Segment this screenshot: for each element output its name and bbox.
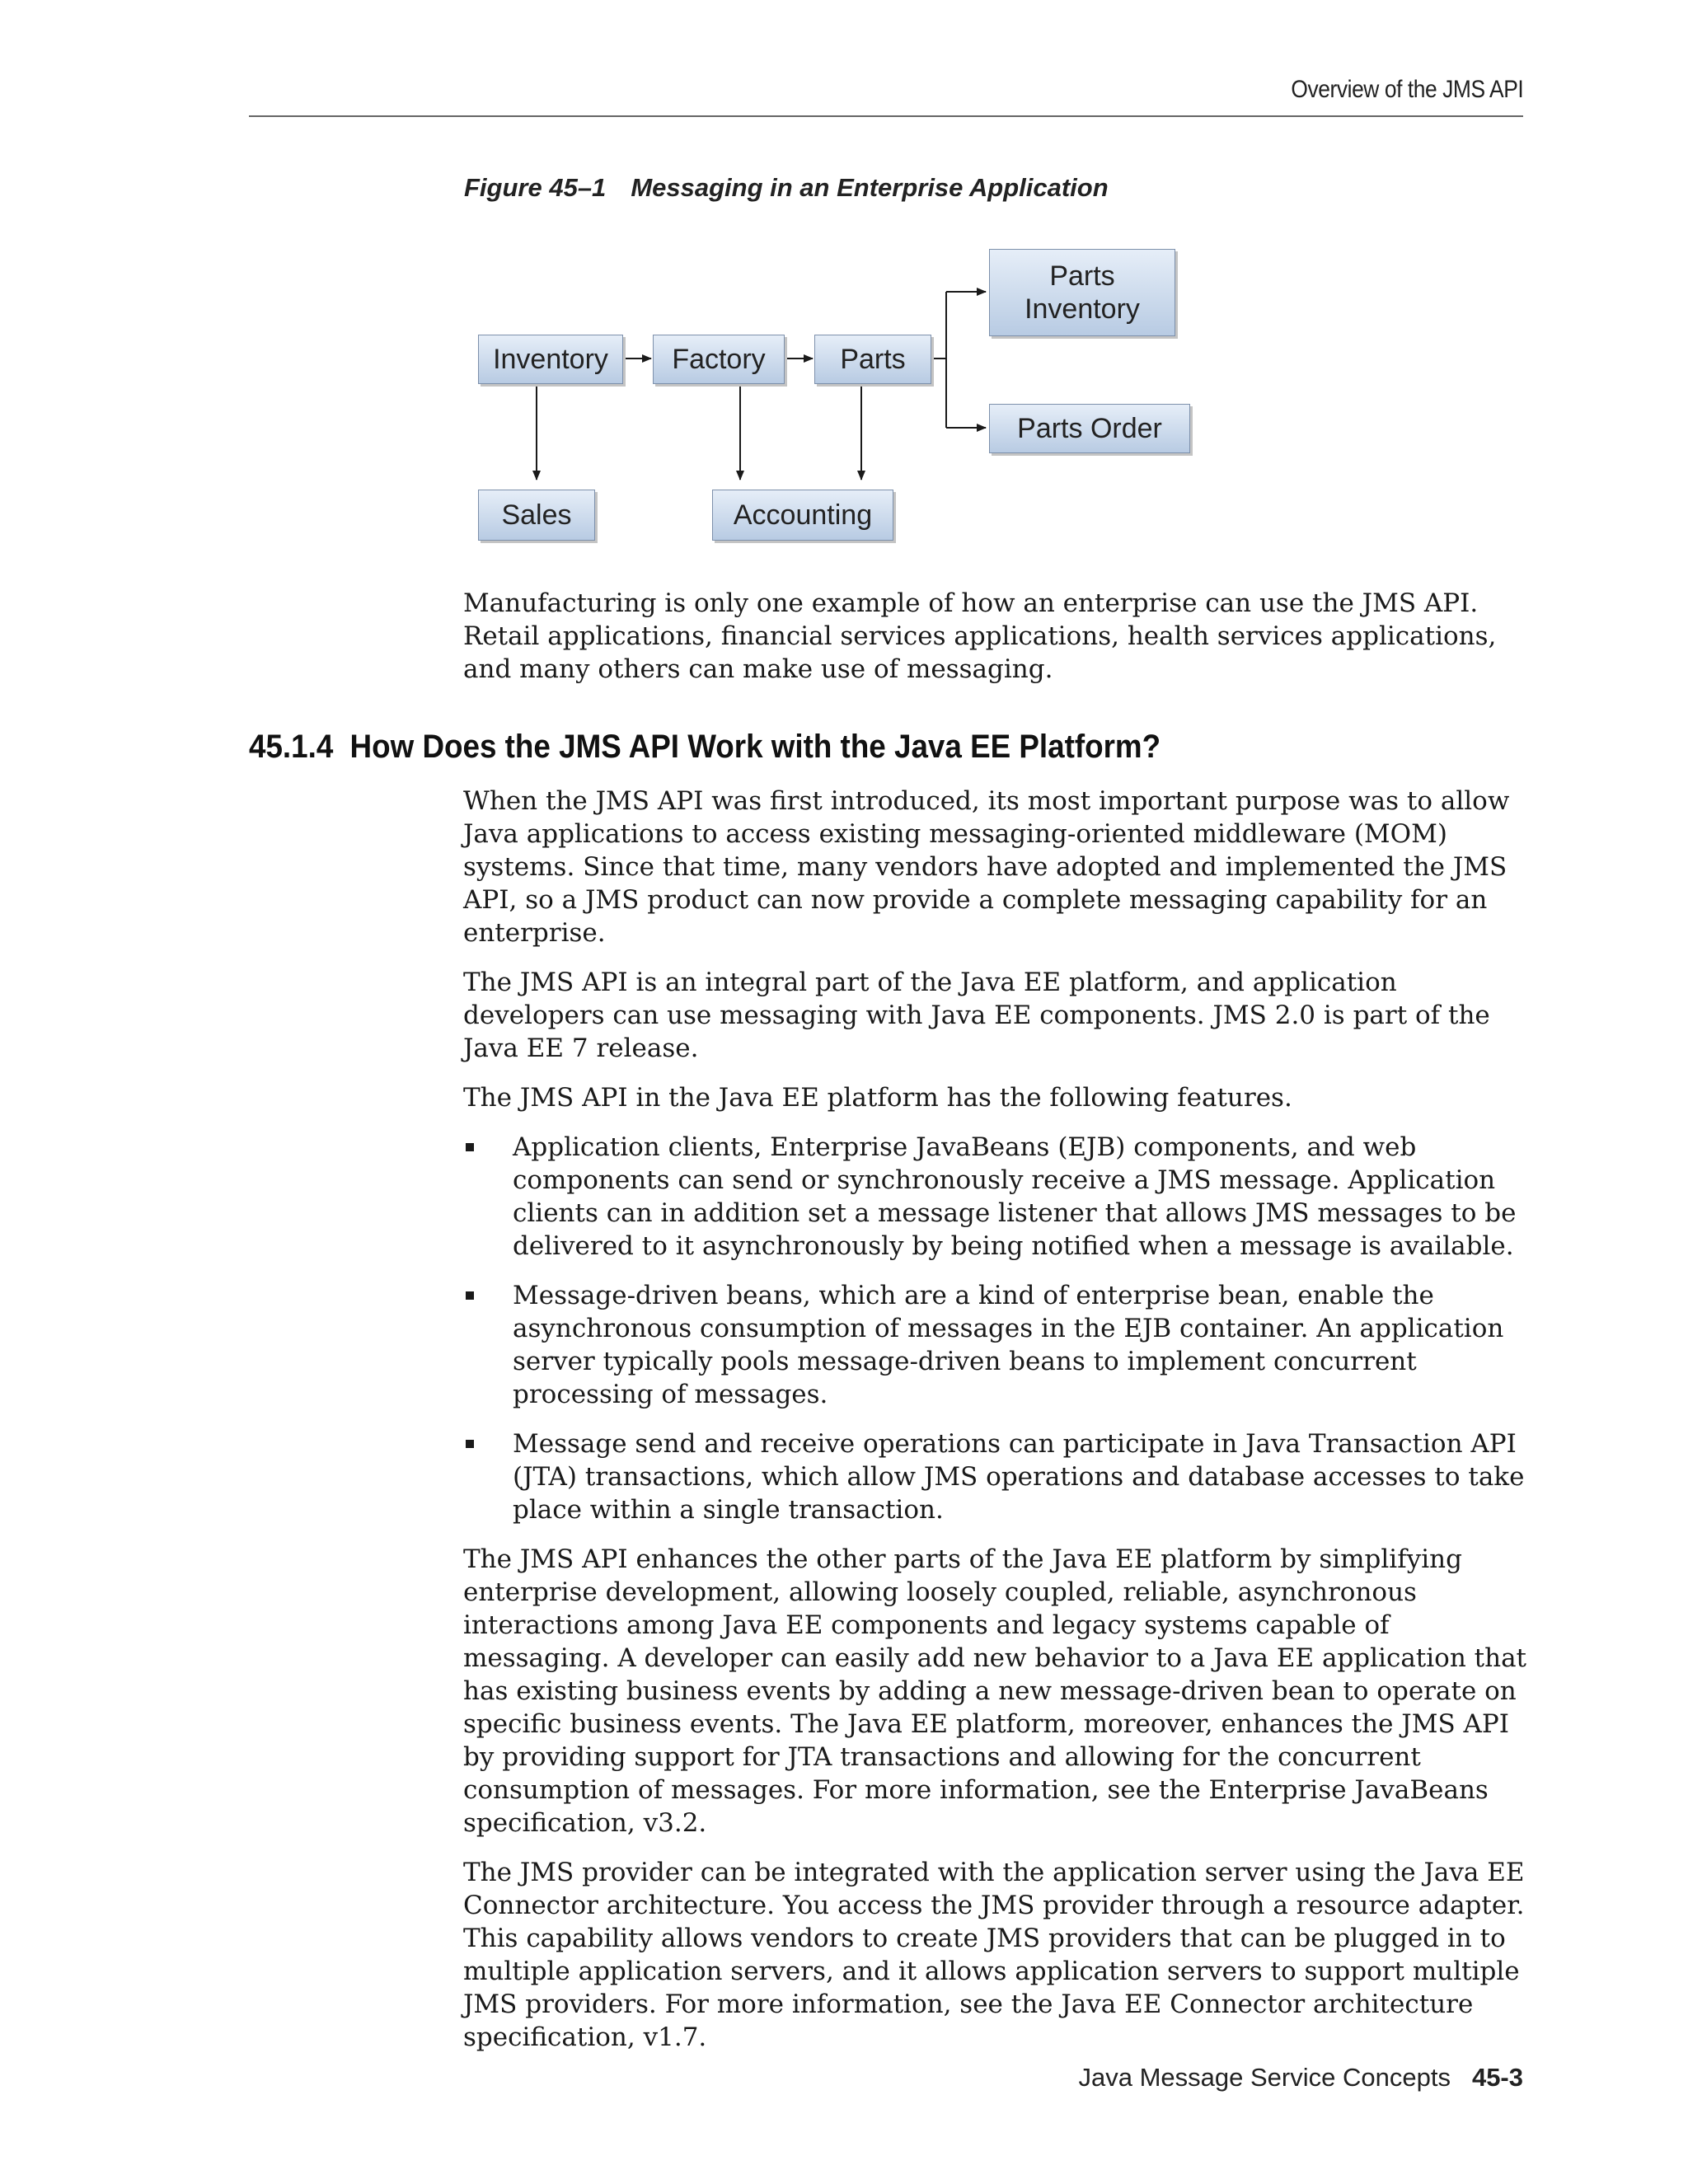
sales-box [478, 490, 595, 541]
page-number: 45-3 [1471, 2063, 1523, 2092]
figure-title: Messaging in an Enterprise Application [631, 173, 1109, 202]
paragraph-4: The JMS API enhances the other parts of the Java EE platform by simplifying enterprise development, allowing loosely coupled, reliable, asynchronous interactions among Java EE components and legacy systems capable of messaging. A developer can easily add new behavior to a Java EE application that has existing business events by adding a new message-driven bean to operate on specific business events. The Java EE platform, moreover, enhances the JMS API by providing support for JTA transactions and allowing for the concurrent consumption of messages. For more information, see the Enterprise JavaBeans specification, v3.2. [463, 1544, 1527, 1838]
factory-box [653, 335, 785, 384]
parts-inventory-box-label-1: Parts [1049, 260, 1115, 292]
bullet-icon [466, 1291, 474, 1300]
intro-text-block [463, 587, 1535, 702]
section-number: 45.1.4 [249, 729, 334, 765]
list-item-text: Message-driven beans, which are a kind of enterprise bean, enable the asynchronous consumption of messages in the EJB container. An application server typically pools message-driven beans to implement concurrent processing of messages. [513, 1281, 1504, 1409]
page-footer [1079, 2063, 1523, 2093]
list-item-text: Message send and receive operations can participate in Java Transaction API (JTA) transactions, which allow JMS operations and database accesses to take place within a single transaction. [513, 1429, 1525, 1525]
bullet-icon [466, 1440, 474, 1448]
footer-chapter-title: Java Message Service Concepts [1078, 2063, 1451, 2092]
list-item [463, 1279, 1535, 1411]
parts-box-label: Parts [840, 344, 906, 375]
list-item [463, 1131, 1535, 1263]
inventory-box [478, 335, 623, 384]
accounting-box-label: Accounting [733, 499, 873, 531]
inventory-box-label: Inventory [493, 344, 608, 375]
sales-box-label: Sales [501, 499, 572, 531]
parts-order-box-label: Parts Order [1017, 413, 1162, 444]
parts-inventory-box-label-2: Inventory [1025, 293, 1140, 325]
section-body [463, 785, 1535, 2070]
factory-box-label: Factory [672, 344, 766, 375]
running-head-title: Overview of the JMS API [1291, 76, 1523, 103]
parts-box [814, 335, 931, 384]
paragraph-5: The JMS provider can be integrated with the application server using the Java EE Connector architecture. You access the JMS provider through a resource adapter. This capability allows vendors to create JMS providers that can be plugged in to multiple application servers, and it allows application servers to support multiple JMS providers. For more information, see the Java EE Connector architecture specification, v1.7. [463, 1858, 1525, 2052]
paragraph-2: The JMS API is an integral part of the Java EE platform, and application developers can use messaging with Java EE components. JMS 2.0 is part of the Java EE 7 release. [463, 968, 1490, 1063]
parts-inventory-box [989, 249, 1175, 336]
intro-paragraph: Manufacturing is only one example of how an enterprise can use the JMS API. Retail applications, financial services applications, health services applications, and many others can make use of messaging. [463, 588, 1497, 684]
bullet-icon [466, 1143, 474, 1151]
paragraph-3: The JMS API in the Java EE platform has the following features. [463, 1083, 1292, 1113]
parts-order-box [989, 404, 1190, 453]
section-heading [249, 729, 1160, 766]
figure-label: Figure 45–1 [464, 173, 607, 202]
section-title: How Does the JMS API Work with the Java EE Platform? [349, 729, 1161, 765]
feature-list [463, 1131, 1535, 1526]
accounting-box [712, 490, 893, 541]
paragraph-1: When the JMS API was first introduced, its most important purpose was to allow Java applications to access existing messaging-oriented middleware (MOM) systems. Since that time, many vendors have adopted and implemented the JMS API, so a JMS product can now provide a complete messaging capability for an enterprise. [463, 786, 1510, 948]
list-item-text: Application clients, Enterprise JavaBeans (EJB) components, and web components can send or synchronously receive a JMS message. Application clients can in addition set a message listener that allows JMS messages to be delivered to it asynchronously by being notified when a message is available. [513, 1132, 1517, 1261]
list-item [463, 1427, 1535, 1526]
